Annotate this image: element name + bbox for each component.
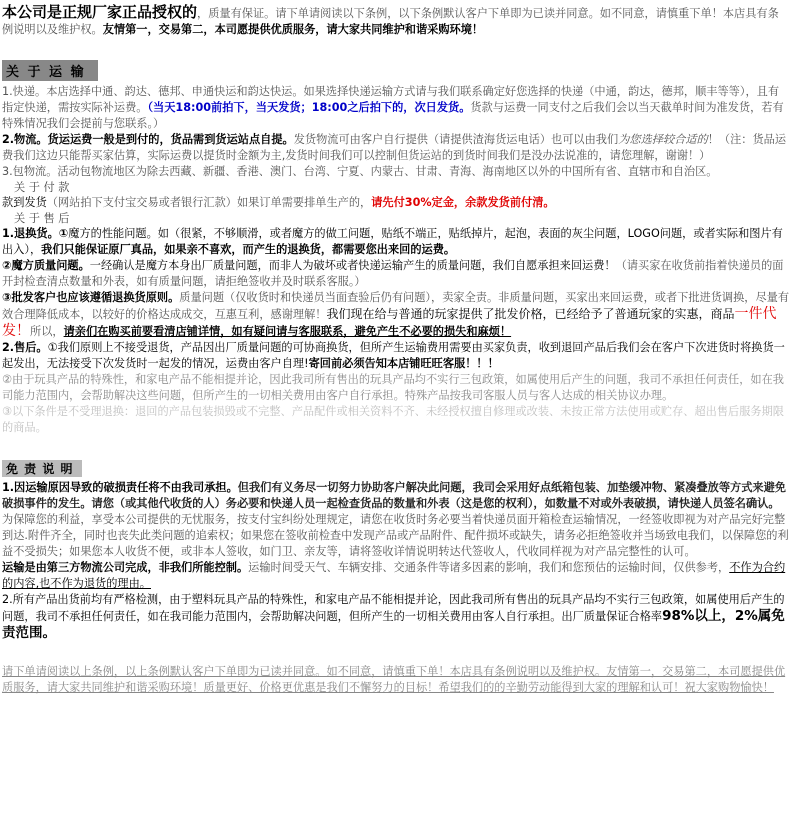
- logistics-text: 发货物流可由客户自行提供（请提供渣海货运电话）也可以由我们: [293, 133, 619, 146]
- return-title: 1.退换货。①: [2, 227, 69, 240]
- aftersale-quality: [0, 258, 791, 290]
- quality-title: ②魔方质量问题。: [2, 259, 90, 272]
- disclaimer-damage: [0, 480, 791, 560]
- aftersale-service: [0, 340, 791, 372]
- aftersale-toys: ②由于玩具产品的特殊性，和家电产品不能相提并论，因此我司所有售出的玩具产品均不实行三包政策，如属使用后产生的问题，我司不承担任何责任，如在我司能力范围内，会帮助解决这些问题，但所产生的一切相关费用由客户自行承担。特殊产品按我司客服人员与客人达成的相关协议办理。: [2, 373, 784, 402]
- shipping-express: [0, 84, 791, 132]
- payment-section: [0, 180, 791, 211]
- shipping-package: 3.包物流。活动包物流地区为除去西藏、新疆、香港、澳门、台湾、宁夏、内蒙古、甘肃、青海、海南地区以外的中国所有省、直辖市和自治区。: [2, 165, 718, 178]
- aftersale-section: [0, 211, 791, 436]
- express-note: 货款与运费一同支付之后我们会以当天截单时间为准发货，若有特殊情况我们会提前与您联系。）: [2, 101, 784, 130]
- transport-title: 运输是由第三方物流公司完成，非我们所能控制。: [2, 561, 249, 574]
- logistics-italic: 为您选择较合适的: [618, 133, 708, 146]
- payment-lead: 款到发货: [2, 196, 47, 209]
- logistics-title: 2.物流。货运运费一般是到付的，货品需到货运站点自提。: [2, 133, 294, 146]
- service-contact: 寄回前必须告知本店铺旺旺客服！！！: [308, 357, 499, 370]
- return-text: 魔方的性能问题。如（很紧，不够顺滑，或者魔方的做工问题，贴纸不端正，贴纸掉片，起泡，表面的灰尘问题，LOGO问题，或者实际和图片有出入），: [2, 227, 783, 256]
- payment-text: [0, 195, 791, 211]
- disclaimer-transport: [0, 560, 791, 592]
- service-title: 2.售后。: [2, 341, 48, 354]
- wholesale-so: 所以，: [30, 325, 64, 338]
- shipping-header: 关 于 运 输: [2, 60, 98, 81]
- damage-text: 但我们有义务尽一切努力协助客户解决此问题，我司会采用好点纸箱包装、加垫缓冲物、紧凑叠放等方式来避免破损事件的发生。请您（或其他代收货的人）务必要和快递人员一起检查货品的数量和外表（这是您的权利），如数量不对或外表破损，请快递人员签名确认。: [2, 481, 786, 510]
- disclaimer-section: [0, 458, 791, 642]
- payment-desc: （网站拍下支付宝交易或者银行汇款）如果订单需要排单生产的，: [46, 196, 372, 209]
- express-text: 1.快递。本店选择中通、韵达、德邦、申通快运和韵达快运。如果选择快递运输方式请与我们联系确定好您选择的快递（中通，韵达，德邦，顺丰等等），且有指定快递，需按实际补运费。: [2, 85, 780, 114]
- intro-text: ，质量有保证。请下单请阅读以下条例，以下条例默认客户下单即为已读并同意。如不同意，请慎重下单！本店具有条例说明以及维护权。: [2, 7, 779, 36]
- wholesale-title: ③批发客户也应该遵循退换货原则。: [2, 291, 180, 304]
- shipping-logistics: [0, 132, 791, 164]
- disclaimer-quality-text: 2.所有产品出货前均有严格检测，由于塑料玩具产品的特殊性，和家电产品不能相提并论，因此我司所有售出的玩具产品均不实行三包政策，如属使用后产生的问题，我司不承担任何责任，如在我司能力范围内，会帮助解决问题，但所产生的一切相关费用由客人自行承担。出厂质量保证合格率: [2, 593, 785, 623]
- wholesale-warning: 请亲们在购买前要看清店铺详情，如有疑问请与客服联系，避免产生不必要的损失和麻烦！: [63, 325, 512, 338]
- intro-title: 本公司是正规厂家正品授权的: [2, 3, 198, 21]
- aftersale-exclusions: ③以下条件是不受理退换：退回的产品包装损毁或不完整、产品配件或相关资料不齐、未经授权擅自修理或改装、未按正常方法使用或贮存、超出售后服务期限的商品。: [2, 405, 784, 434]
- payment-deposit: 请先付30%定金，余款发货前付清。: [371, 196, 555, 209]
- express-cutoff: （当天18:00前拍下，当天发货；18:00之后拍下的，次日发货。: [147, 101, 471, 114]
- shipping-section: [0, 60, 791, 180]
- damage-note: 为保障您的利益，享受本公司提供的无忧服务，按支付宝纠纷处理规定，请您在收货时务必要当着快递员面开箱检查运输情况，一经签收即视为对产品完好完整到达.附件齐全，同时也丧失此类问题的追索权；如果您在签收前检查中发现产品或产品附件、配件损坏或缺失，请务必拒绝签收并当场致电我们，以保障您的利益不受损失；如果您本人收货不便，或非本人签收，如门卫、亲友等，请将签收详情说明转达代签收人，代收同样视为对产品完整性的认可。: [2, 513, 789, 558]
- service-text: ①我们原则上不接受退货，产品因出厂质量问题的可协商换货，但所产生运输费用需要由买家负责，收到退回产品后我们会在客户下次进货时将换货一起发出，无法接受下次发货时一起发的情况，运费由客户自理!: [2, 341, 785, 370]
- quality-text: 一经确认是魔方本身出厂质量问题，而非人为破坏或者快递运输产生的质量问题，我们自愿承担来回运费！: [89, 259, 616, 272]
- transport-text: 运输时间受天气、车辆安排、交通条件等诸多因素的影响，我们和您预估的运输时间，仅供参考，: [248, 561, 730, 574]
- aftersale-wholesale: [0, 290, 791, 340]
- intro-paragraph: [0, 4, 791, 38]
- logistics-note: ！（注：货品运费我们这边只能帮买家估算，实际运费以提货时金额为主,发货时间我们可以控制但货运站的到货时间我们是没办法说准的，请您理解，谢谢！）: [2, 133, 787, 162]
- aftersale-header: 关 于 售 后: [14, 212, 70, 225]
- disclaimer-quality: [0, 592, 791, 642]
- wholesale-text: 质量问题（仅收货时和快递员当面查验后仍有问题），卖家全责。非质量问题，买家出来回运费，或者下批进货调换，尽量有效合理降低成本，以较好的价格达成成交，互惠互利，感谢理解！: [2, 291, 790, 321]
- payment-header: 关 于 付 款: [14, 181, 70, 194]
- disclaimer-header: 免 责 说 明: [2, 460, 82, 477]
- damage-title: 1.因运输原因导致的破损责任将不由我司承担。: [2, 481, 238, 494]
- return-bold: 我们只能保证原厂真品，如果亲不喜欢，而产生的退换货，都需要您出来回的运费。: [41, 243, 456, 256]
- intro-motto: 友情第一，交易第二，本司愿提供优质服务，请大家共同维护和谐采购环境！: [102, 23, 484, 36]
- disclaimer-quality-rate: 98%以上，2%属免责范围。: [2, 608, 785, 641]
- transport-note: 不作为合约的内容,也不作为退货的理由。: [2, 561, 786, 590]
- dropship-label: 一件代发！: [2, 306, 777, 339]
- footer-note: 请下单请阅读以上条例，以上条例默认客户下单即为已读并同意。如不同意，请慎重下单！本店具有条例说明以及维护权。友情第一，交易第二，本司愿提供优质服务，请大家共同维护和谐采购环境！质量更好、价格更优惠是我们不懈努力的目标！希望我们的的辛勤劳动能得到大家的理解和认可！祝大家购物愉快！: [2, 665, 786, 694]
- aftersale-return: [0, 226, 791, 258]
- quality-note: （请买家在收货前指着快递员的面开封检查清点数量和外表，如有质量问题，请拒绝签收并及时联系客服。）: [2, 259, 784, 288]
- wholesale-note: 我们现在给与普通的玩家提供了批发价格，已经给予了普通玩家的实惠，商品: [326, 307, 735, 321]
